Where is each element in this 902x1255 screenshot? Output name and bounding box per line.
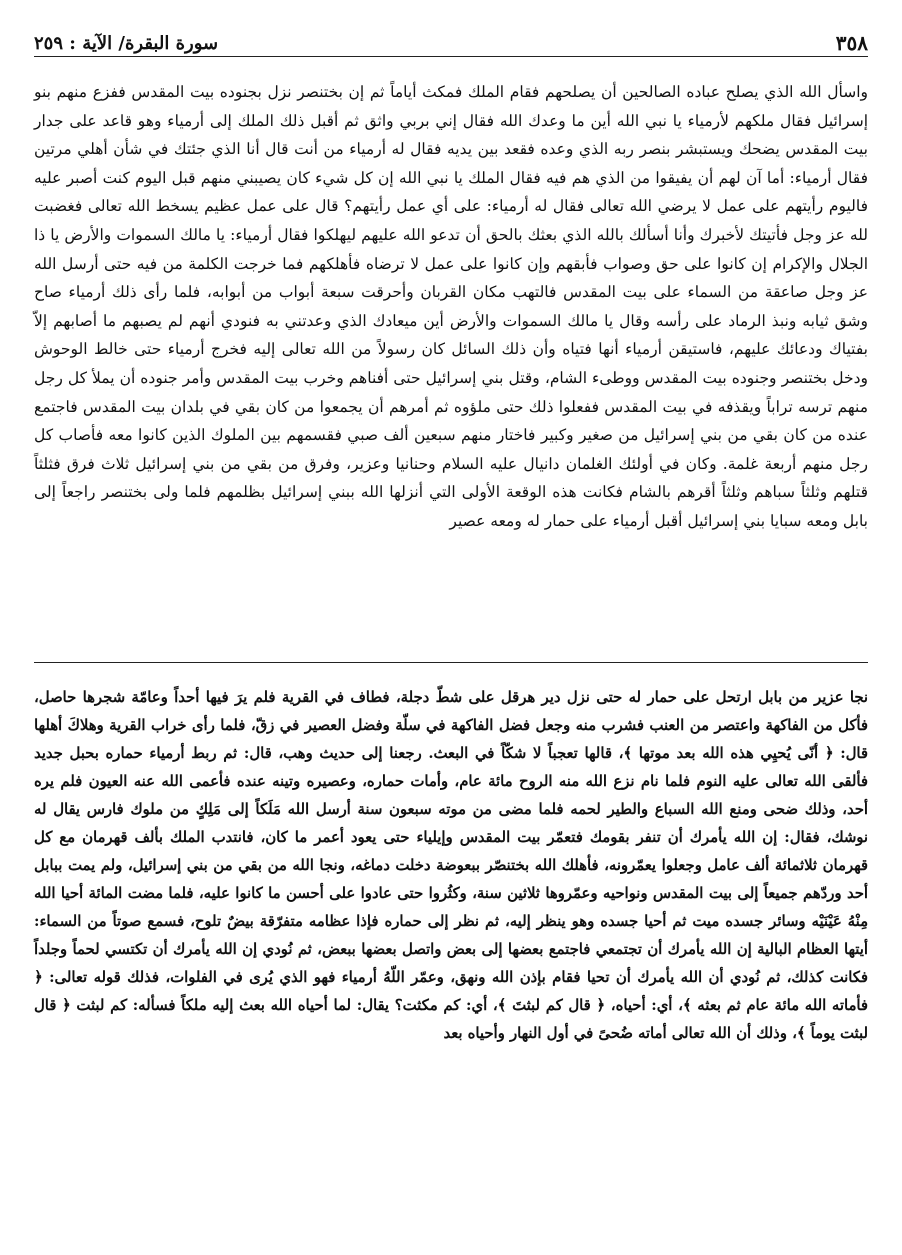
running-title: سورة البقرة/ الآية : ٢٥٩ [34, 32, 219, 54]
main-text: واسأل الله الذي يصلح عباده الصالحين أن يصلحهم فقام الملك فمكث أياماً ثم إن بختنصر نزل بجنوده بيت المقدس ففزع منهم بنو إسرائيل فقال ملكهم لأرمياء يا نبي الله أين ما وعدك الله فقال إني بربي واثق ثم أقبل ذلك الملك إلى أرمياء وهو قاعد على جدار بيت المقدس يضحك ويستبشر بنصر ربه الذي وعده فقعد بين يديه فقال له أرمياء من أنت قال أنا الذي جئتك في شأن أهلي مرتين فقال أرمياء: أما آن لهم أن يفيقوا من الذي هم فيه فقال الملك يا نبي الله إن كل شيء كان يصيبني منهم قبل اليوم كنت أصبر عليه فاليوم رأيتهم على عمل لا يرضي الله تعالى فقال له أرمياء: على أي عمل رأيتهم؟ قال على عمل عظيم يسخط الله تعالى فغضبت لله عز وجل فأتيتك لأخبرك وأنا أسألك بالله الذي بعثك بالحق أن تدعو الله عليهم ليهلكوا فقال أرمياء: يا مالك السموات والأرض يا ذا الجلال والإكرام إن كانوا على حق وصواب فأبقهم وإن كانوا على عمل لا ترضاه فأهلكهم فما خرجت الكلمة من فيه حتى أرسل الله عز وجل صاعقة من السماء على بيت المقدس فالتهب مكان القربان وأحرقت سبعة أبواب من أبوابه، فلما رأى ذلك أرمياء صاح وشق ثيابه ونبذ الرماد على رأسه وقال يا مالك السموات والأرض أين ميعادك الذي وعدتني به فنودي أنهم لم يصبهم ما أصابهم إلاّ بفتياك ودعائك عليهم، فاستيقن أرمياء أنها فتياه وأن ذلك السائل كان رسولاً من الله تعالى إليه فخرج أرمياء حتى خالط الوحوش ودخل بختنصر وجنوده بيت المقدس ووطىء الشام، وقتل بني إسرائيل حتى أفناهم وخرب بيت المقدس وأمر جنوده أن يملأ كل رجل منهم ترسه تراباً ويقذفه في بيت المقدس ففعلوا ذلك حتى ملؤوه ثم أمرهم أن يجمعوا من كان بقي في بلدان بيت المقدس فاجتمع عنده من كان بقي من بني إسرائيل من صغير وكبير فاختار منهم سبعين ألف صبي فقسمهم بين الملوك الذين كانوا معه فأصاب كل رجل منهم أربعة غلمة. وكان في أولئك الغلمان دانيال عليه السلام وحنانيا وعزير، وفرق من بقي من بني إسرائيل ثلاث فرق فثلثاً قتلهم وثلثاً سباهم وثلثاً أقرهم بالشام فكانت هذه الوقعة الأولى التي أنزلها الله ببني إسرائيل بظلمهم فلما ولى بختنصر راجعاً إلى بابل ومعه سبايا بني إسرائيل أقبل أرمياء على حمار له ومعه عصير [34, 83, 868, 530]
commentary-text: نجا عزير من بابل ارتحل على حمار له حتى نزل دير هرقل على شطّ دجلة، فطاف في القرية فلم يرَ فيها أحداً وعامّة شجرها حاصل، فأكل من الفاكهة واعتصر من العنب فشرب منه وجعل فضل الفاكهة في سلّة وفضل العصير في زقّ، فلما رأى خراب القرية وهلاكَ أهلها قال: ﴿ أنّى يُحيِي هذه الله بعد موتها ﴾، قالها تعجباً لا شكّاً في البعث. رجعنا إلى حديث وهب، قال: ثم ربط أرمياء حماره بحبل جديد فألقى الله تعالى عليه النوم فلما نام نزع الله منه الروح مائة عام، وأمات حماره، وعصيره وتينه عنده فأعمى الله عنه العيون فلم يره أحد، وذلك ضحى ومنع الله السباع والطير لحمه فلما مضى من موته سبعون سنة أرسل الله مَلَكاً إلى مَلِكٍ من ملوك فارس يقال له نوشك، فقال: إن الله يأمرك أن تنفر بقومك فتعمّر بيت المقدس وإيلياء حتى يعود أعمر ما كان، فانتدب الملك بألف قهرمان مع كل قهرمان ثلاثمائة ألف عامل وجعلوا يعمّرونه، فأهلك الله بختنصّر ببعوضة دخلت دماغه، ونجا الله من بقي من بني إسرائيل، ولم يمت ببابل أحد وردّهم جميعاً إلى بيت المقدس ونواحيه وعمّروها ثلاثين سنة، وكثُروا حتى عادوا على أحسن ما كانوا عليه، فلما مضت المائة أحيا الله مِنْهُ عَيْنَيْه وسائر جسده ميت ثم أحيا جسده وهو ينظر إليه، ثم نظر إلى حماره فإذا عظامه متفرّقة بيضٌ تلوح، فسمع صوتاً من السماء: أيتها العظام البالية إن الله يأمرك أن تجتمعي فاجتمع بعضها إلى بعض واتصل بعضها ببعض، ثم نُودي إن الله يأمرك أن تكتسي لحماً وجلداً فكانت كذلك، ثم نُودي أن الله يأمرك أن تحيا فقام بإذن الله ونهق، وعمّر اللّهُ أرمياء فهو الذي يُرى في الفلوات، فذلك قوله تعالى: ﴿ فأماته الله مائة عام ثم بعثه ﴾، أي: أحياه، ﴿ قال كم لبثتَ ﴾، أي: كم مكثت؟ يقال: لما أحياه الله بعث إليه ملكاً فسأله: كم لبثت ﴿ قال لبثت يوماً ﴾، وذلك أن الله تعالى أماته ضُحىً في أول النهار وأحياه بعد [34, 689, 868, 1042]
page-header [34, 30, 868, 57]
section-divider [34, 662, 868, 663]
page-number: ٣٥٨ [835, 31, 868, 55]
